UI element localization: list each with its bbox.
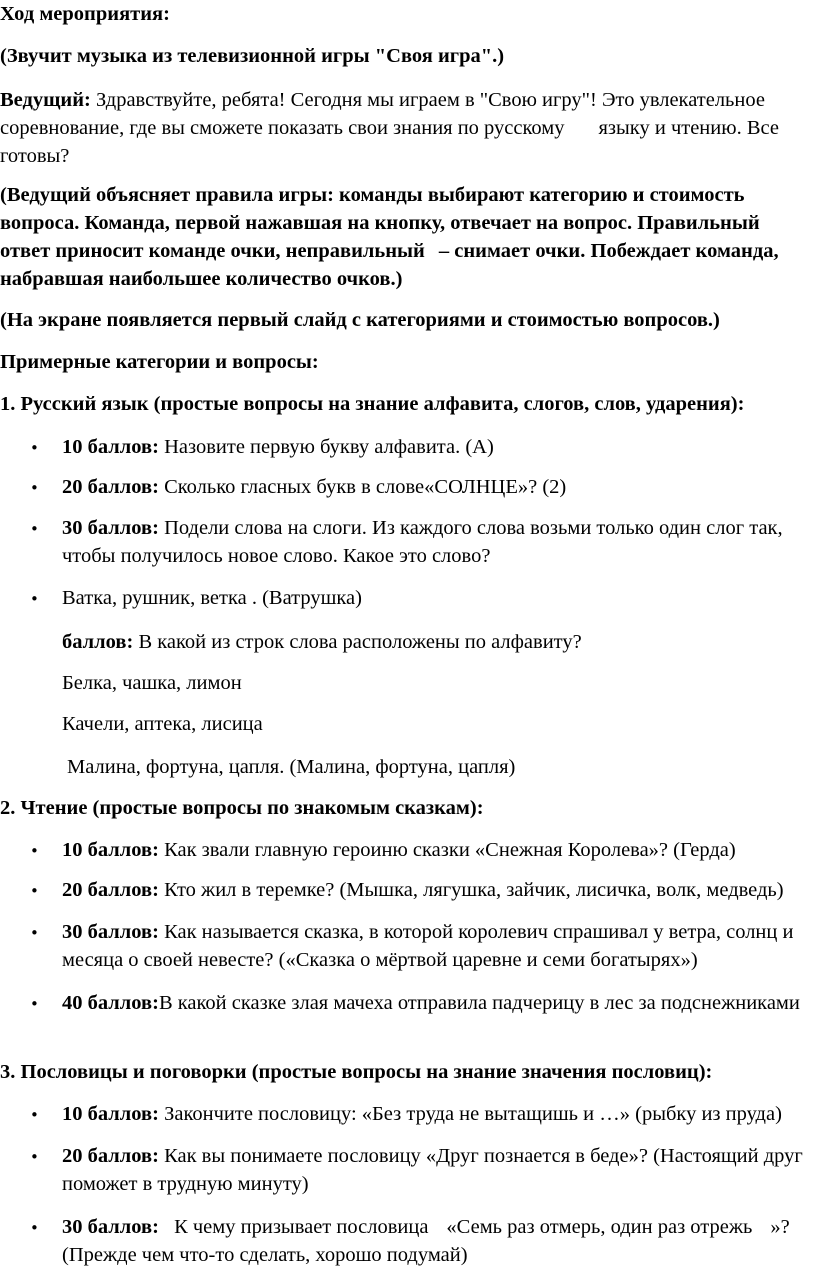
question-text: Закончите пословицу: «Без труда не вытащишь и …» (рыбку из пруда) <box>164 1103 782 1125</box>
bullet-icon: • <box>30 1106 39 1124</box>
bullet-icon: • <box>30 479 39 497</box>
rules-line-1: (Ведущий объясняет правила игры: команды выбирают категорию и стоимость <box>0 184 745 206</box>
bullet-icon: • <box>30 1148 39 1166</box>
bullet-icon: • <box>30 995 39 1013</box>
cat3-item-3-cont: (Прежде чем что-то сделать, хорошо подумай) <box>62 1244 468 1266</box>
category-1-title: 1. Русский язык (простые вопросы на знание алфавита, слогов, слов, ударения): <box>0 393 745 415</box>
bullet-icon: • <box>30 520 39 538</box>
cat1-extra-question <box>62 632 582 653</box>
host-label: Ведущий: <box>0 89 91 111</box>
points-label: 40 баллов: <box>62 992 159 1014</box>
cat2-item-2 <box>62 880 784 901</box>
cat3-item-3 <box>62 1217 790 1238</box>
cat2-item-3 <box>62 922 793 943</box>
heading-hod: Ход мероприятия: <box>0 3 170 25</box>
cat1-option-2: Качели, аптека, лисица <box>62 713 263 735</box>
points-label: 30 баллов: <box>62 921 159 943</box>
bullet-icon: • <box>30 439 39 457</box>
bullet-icon: • <box>30 882 39 900</box>
points-label: 30 баллов: <box>62 517 159 539</box>
cat1-option-3: Малина, фортуна, цапля. (Малина, фортуна, цапля) <box>67 756 516 778</box>
points-label: 10 баллов: <box>62 436 159 458</box>
bullet-icon: • <box>30 590 39 608</box>
question-text: Как звали главную героиню сказки «Снежная Королева»? (Герда) <box>164 839 736 861</box>
cat3-item-1 <box>62 1104 782 1125</box>
question-text: Назовите первую букву алфавита. (А) <box>164 436 494 458</box>
bullet-icon: • <box>30 924 39 942</box>
rules-line-4: набравшая наибольшее количество очков.) <box>0 268 403 290</box>
question-text: Сколько гласных букв в слове«СОЛНЦЕ»? (2) <box>164 476 567 498</box>
rules-line-2: вопроса. Команда, первой нажавшая на кнопку, отвечает на вопрос. Правильный <box>0 212 760 234</box>
rules-text-3b: – снимает очки. Побеждает команда, <box>438 240 779 262</box>
cat1-option-1: Белка, чашка, лимон <box>62 672 242 694</box>
host-line-3: готовы? <box>0 145 70 167</box>
question-text: Как называется сказка, в которой королевич спрашивал у ветра, солнц и <box>164 921 794 943</box>
rules-line-3 <box>0 241 779 262</box>
cat1-item-3 <box>62 518 783 539</box>
points-label: 20 баллов: <box>62 879 159 901</box>
points-label: 10 баллов: <box>62 1103 159 1125</box>
points-label: 20 баллов: <box>62 1145 159 1167</box>
question-text: Подели слова на слоги. Из каждого слова возьми только один слог так, <box>164 517 783 539</box>
cat1-item-3-cont: чтобы получилось новое слово. Какое это слово? <box>62 545 491 567</box>
points-label: 30 баллов: <box>62 1216 159 1238</box>
host-text-2b: языку и чтению. Все <box>598 117 779 139</box>
bullet-icon: • <box>30 1219 39 1237</box>
question-text: Кто жил в теремке? (Мышка, лягушка, зайчик, лисичка, волк, медведь) <box>164 879 784 901</box>
music-note: (Звучит музыка из телевизионной игры "Своя игра".) <box>0 45 505 67</box>
category-3-title: 3. Пословицы и поговорки (простые вопросы на знание значения пословиц): <box>0 1061 713 1083</box>
rules-text-3a: ответ приносит команде очки, неправильный <box>0 240 425 262</box>
cat2-item-4 <box>62 993 800 1014</box>
examples-heading: Примерные категории и вопросы: <box>0 351 319 373</box>
question-text: В какой из строк слова расположены по алфавиту? <box>138 631 582 653</box>
host-text-2a: соревнование, где вы сможете показать свои знания по русскому <box>0 117 565 139</box>
cat3-item-2 <box>62 1146 803 1167</box>
question-text: К чему призывает пословица <box>174 1216 429 1238</box>
proverb-quote: «Семь раз отмерь, один раз отрежь <box>446 1216 753 1238</box>
host-line-1 <box>0 90 765 111</box>
proverb-quote-end: »? <box>770 1216 790 1238</box>
bullet-icon: • <box>30 842 39 860</box>
cat3-item-2-cont: поможет в трудную минуту) <box>62 1173 309 1195</box>
question-text: Как вы понимаете пословицу «Друг познается в беде»? (Настоящий друг <box>164 1145 803 1167</box>
host-text-1: Здравствуйте, ребята! Сегодня мы играем в "Свою игру"! Это увлекательное <box>96 89 765 111</box>
points-label: баллов: <box>62 631 134 653</box>
points-label: 10 баллов: <box>62 839 159 861</box>
question-text: В какой сказке злая мачеха отправила падчерицу в лес за подснежниками <box>158 992 800 1014</box>
cat1-item-1 <box>62 437 494 458</box>
points-label: 20 баллов: <box>62 476 159 498</box>
slide-note: (На экране появляется первый слайд с категориями и стоимостью вопросов.) <box>0 309 720 331</box>
cat1-item-4: Ватка, рушник, ветка . (Ватрушка) <box>62 587 362 609</box>
category-2-title: 2. Чтение (простые вопросы по знакомым сказкам): <box>0 797 484 819</box>
cat1-item-2 <box>62 477 566 498</box>
cat2-item-1 <box>62 840 736 861</box>
cat2-item-3-cont: месяца о своей невесте? («Сказка о мёртвой царевне и семи богатырях») <box>62 949 698 971</box>
host-line-2 <box>0 118 779 139</box>
